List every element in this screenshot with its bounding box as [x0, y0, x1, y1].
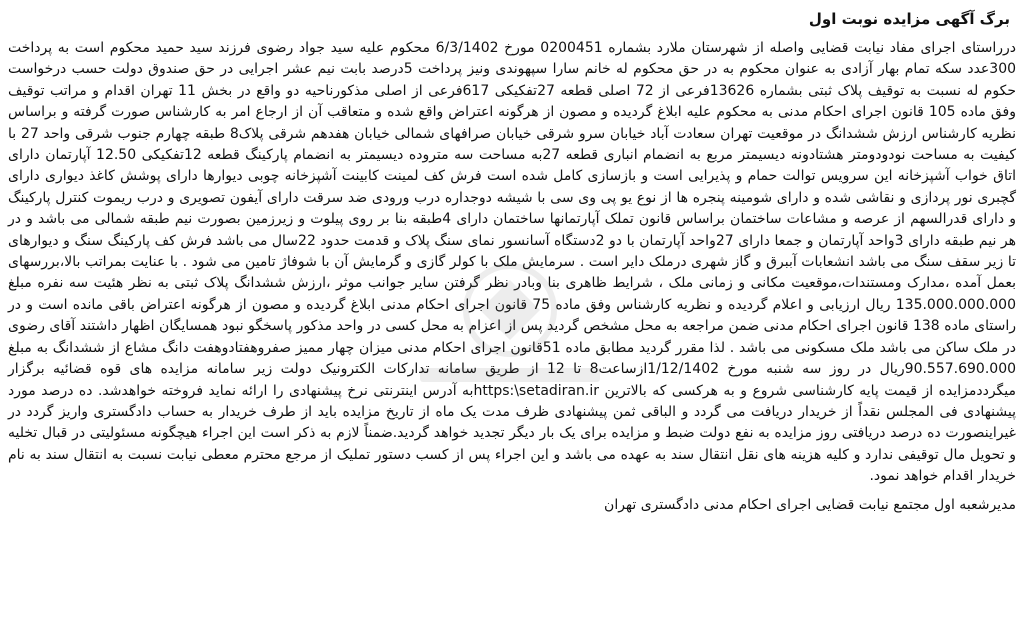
notice-title: برگ آگهی مزایده نوبت اول: [808, 10, 1010, 28]
notice-body: درراستای اجرای مفاد نیابت قضایی واصله از شهرستان ملارد بشماره 0200451 مورخ 6/3/1402 محکوم علیه سید جواد رضوی فرزند سید حمید محکوم است به پرداخت 300عدد سکه تمام بهار آزادی به عنوان محکوم به در حق محکوم له خانم سارا سپهوندی ونیز پرداخت 5درصد بابت نیم عشر اجرایی در حق صندوق دولت حسب درخواست حکوم له نسبت به توقیف پلاک ثبتی بشماره 13626فرعی از 72 اصلی قطعه 27تفکیکی 617فرعی از اصلی مذکورناحیه دو واقع در بخش 11 تهران اقدام و مراتب توقیف وفق ماده 105 قانون اجرای احکام مدنی به محکوم علیه ابلاغ گردیده و مصون از هرگونه اعتراض واقع شده و متعاقب آن از ارجاع امر به کارشناس صورت گرفته و براساس نظریه کارشناس ارزش ششدانگ در موقعیت تهران سعادت آباد خیابان سرو شرقی خیابان صرافهای شمالی خیابان هفدهم شرقی پلاک8 طبقه چهارم جنوب شرقی واحد 27 با کیفیت به مساحت نودودومتر هشتادونه دیسیمتر مربع به انضمام انباری قطعه 27به مساحت سه متروده دیسیمتر به انضمام پارکینگ قطعه 12تفکیکی 12.50 آپارتمان دارای اتاق خواب آشپزخانه این سرویس توالت حمام و پذیرایی است و بازسازی کامل شده است فرش کف لمینت کابینت آشپزخانه چوبی دیوارها دارای پوشش کاغذ دیواری دارای گچبری نور پردازی و نقاشی شده و دارای شومینه پنجره ها از نوع یو پی وی سی با شیشه دوجداره درب ورودی ضد سرقت دارای آیفون تصویری و درب ریموت کنترل پارکینگ و دارای قدرالسهم از عرصه و مشاعات ساختمان براساس قانون تملک آپارتمانها ساختمان دارای 4طبقه بنا بر روی پیلوت و زیرزمین بصورت نیم طبقه شمالی می باشد و در هر نیم طبقه دارای 3واحد آپارتمان و جمعا دارای 27واحد آپارتمان با دو 2دستگاه آسانسور نمای سنگ پلاک و قدمت حدود 22سال می باشد فرش کف پارکینگ سنگ و دیوارهای تا زیر سقف سنگ می باشد انشعابات آببرق و گاز شهری درملک دایر است . سرمایش ملک با کولر گازی و گرمایش آن با شوفاژ تامین می شود . با عنایت بمراتب بالا،بررسهای بعمل آمده ،مدارک ومستندات،موقعیت مکانی و زمانی ملک ، شرایط ظاهری بنا وبادر نظر گرفتن سایر جوانب موثر ،ارزش ششدانگ پلاک ثبتی به نظر هئیت سه نفره مبلغ 135.000.000.000 ریال ارزیابی و اعلام گردیده و نظریه کارشناس وفق ماده 75 قانون اجرای احکام مدنی ابلاغ گردیده و مصون از هرگونه اعتراض باقی مانده است و در راستای ماده 138 قانون اجرای احکام مدنی ضمن مراجعه به محل مشخص گردید پس از اعزام به محل کسی در واحد مذکور پاسخگو نبود همسایگان اظهار داشتند آقای رضوی در ملک ساکن می باشد ملک مسکونی می باشد . لذا مقرر گردید مطابق ماده 51قانون اجرای احکام مدنی میزان چهار ممیز صفروهفتادوهفت دانگ مشاع از ششدانگ به مبلغ 90.557.690.000ریال در روز سه شنبه مورخ 1/12/1402ازساعت8 تا 12 از طریق سامانه تدارکات الکترونیک دولت زیر سامانه مزایده های قوه قضائیه برگزار میگرددمزایده از قیمت پایه کارشناسی شروع و به هرکسی که بالاترین https:\setadiran.irبه آدرس اینترنتی نرخ پیشنهادی را ارائه نماید فروخته خواهدشد. ده درصد مورد پیشنهادی فی المجلس نقداً از خریدار دریافت می گردد و الباقی ثمن پیشنهادی ظرف مدت یک ماه از تاریخ مزایده باید از طرف خریدار به حساب دادگستری واریز گردد در غیراینصورت ده درصد دریافتی روز مزایده به نفع دولت ضبط و مزایده برای یک بار دیگر تجدید خواهد گردید.ضمناً لازم به ذکر است این اجراء هیچگونه مسئولیتی در قبال تخلیه و تحویل مال توقیفی ندارد و کلیه هزینه های نقل انتقال سند به عهده می باشد و این اجراء پس از کسب دستور تملیک از مرجع محترم معطی نیابت نسبت به انتقال سند به نام خریدار اقدام خواهد نمود.: [8, 40, 1017, 485]
notice-signature: مدیرشعبه اول مجتمع نیابت قضایی اجرای احکام مدنی دادگستری تهران: [604, 496, 1016, 513]
